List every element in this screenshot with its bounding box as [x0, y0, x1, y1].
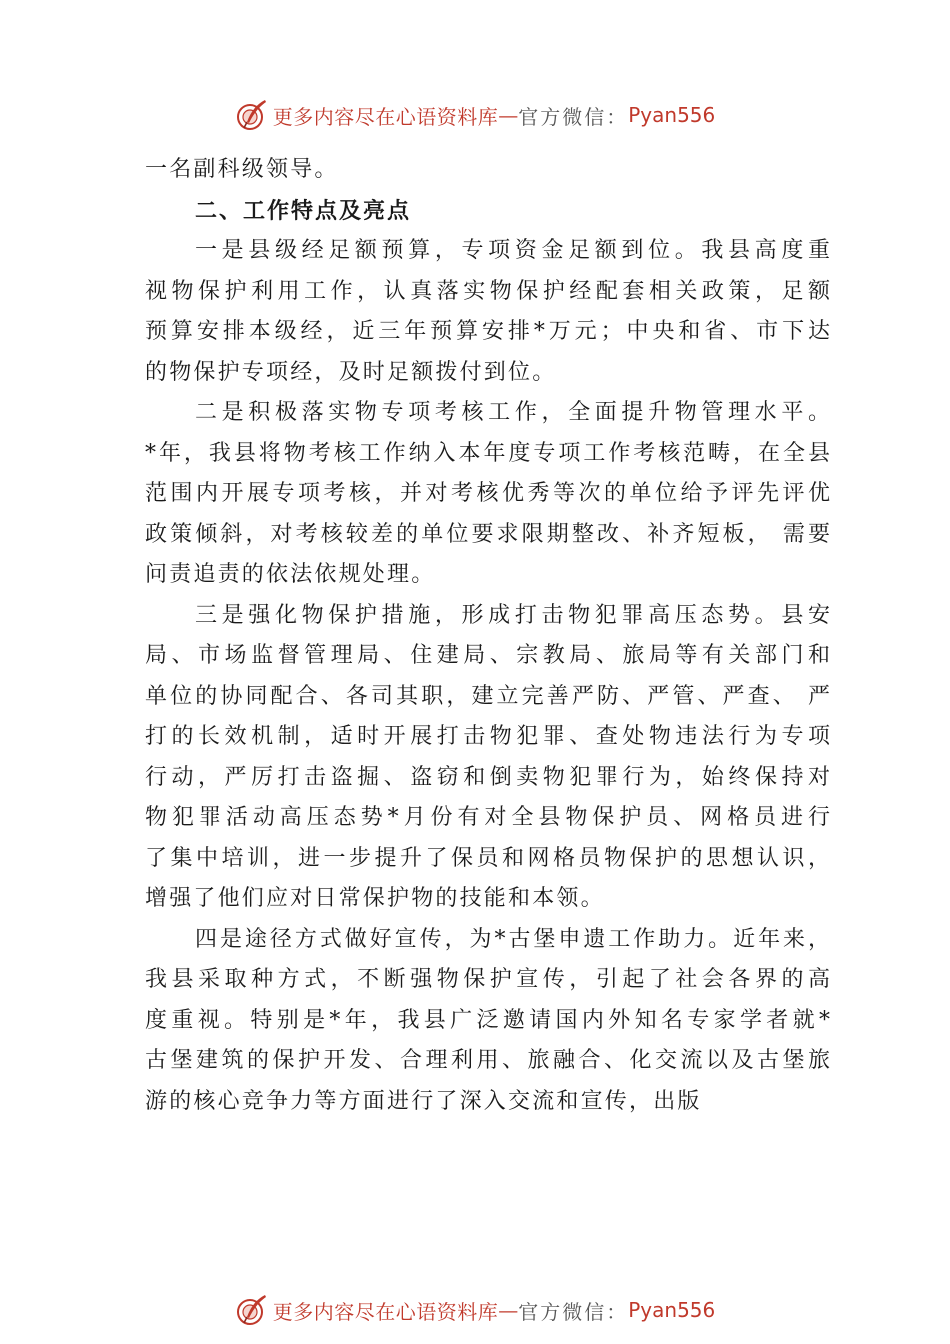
body-line: 度重视。特别是*年，我县广泛邀请国内外知名专家学者就*	[145, 1007, 830, 1033]
body-line: 游的核心竞争力等方面进行了深入交流和宣传，出版	[145, 1088, 702, 1114]
body-line: 增强了他们应对日常保护物的技能和本领。	[145, 886, 605, 911]
body-line: 一是县级经足额预算，专项资金足额到位。我县高度重	[195, 238, 830, 263]
body-line: 视物保护利用工作，认真落实物保护经配套相关政策，足额	[145, 278, 830, 304]
body-line: 了集中培训，进一步提升了保员和网格员物保护的思想认识，	[145, 845, 830, 871]
quill-logo-icon	[235, 98, 269, 132]
body-line: 预算安排本级经，近三年预算安排*万元；中央和省、市下达	[145, 319, 830, 344]
banner-dash: —	[498, 1298, 519, 1322]
body-line: 打的长效机制，适时开展打击物犯罪、查处物违法行为专项	[145, 724, 830, 749]
banner-wechat-id: Pyan556	[628, 1298, 716, 1322]
body-line: 局、市场监督管理局、住建局、宗教局、旅局等有关部门和	[145, 643, 830, 668]
body-line: 的物保护专项经，及时足额拨付到位。	[145, 359, 557, 385]
body-line: 三是强化物保护措施，形成打击物犯罪高压态势。县安	[195, 602, 830, 628]
banner-library-text: 更多内容尽在心语资料库	[272, 104, 499, 129]
body-line: 我县采取种方式，不断强物保护宣传，引起了社会各界的高	[145, 967, 830, 992]
quill-logo-icon	[235, 1293, 269, 1327]
banner-wechat-label: 官方微信：	[518, 104, 629, 129]
banner-wechat-id: Pyan556	[628, 103, 716, 127]
banner-library-text: 更多内容尽在心语资料库	[272, 1299, 499, 1324]
banner-dash: —	[498, 103, 519, 127]
body-line: 行动，严厉打击盗掘、盗窃和倒卖物犯罪行为，始终保持对	[145, 764, 830, 790]
body-line: 单位的协同配合、各司其职，建立完善严防、严管、严查、 严	[145, 683, 830, 709]
footer-banner	[0, 1290, 950, 1330]
banner-wechat-label: 官方微信：	[518, 1299, 629, 1324]
body-line: 二是积极落实物专项考核工作，全面提升物管理水平。	[195, 400, 830, 425]
body-line: 四是途径方式做好宣传，为*古堡申遗工作助力。近年来，	[195, 926, 830, 952]
section-heading: 二、工作特点及亮点	[195, 197, 412, 224]
header-banner	[0, 95, 950, 135]
body-line: *年，我县将物考核工作纳入本年度专项工作考核范畴，在全县	[145, 440, 830, 466]
body-line: 范围内开展专项考核，并对考核优秀等次的单位给予评先评优	[145, 481, 830, 506]
body-line: 政策倾斜，对考核较差的单位要求限期整改、补齐短板， 需要	[145, 521, 830, 547]
document-body	[145, 150, 830, 1122]
body-line: 一名副科级领导。	[145, 157, 339, 182]
body-line: 物犯罪活动高压态势*月份有对全县物保护员、网格员进行	[145, 805, 830, 830]
body-line: 问责追责的依法依规处理。	[145, 562, 436, 587]
body-line: 古堡建筑的保护开发、合理利用、旅融合、化交流以及古堡旅	[145, 1048, 830, 1073]
